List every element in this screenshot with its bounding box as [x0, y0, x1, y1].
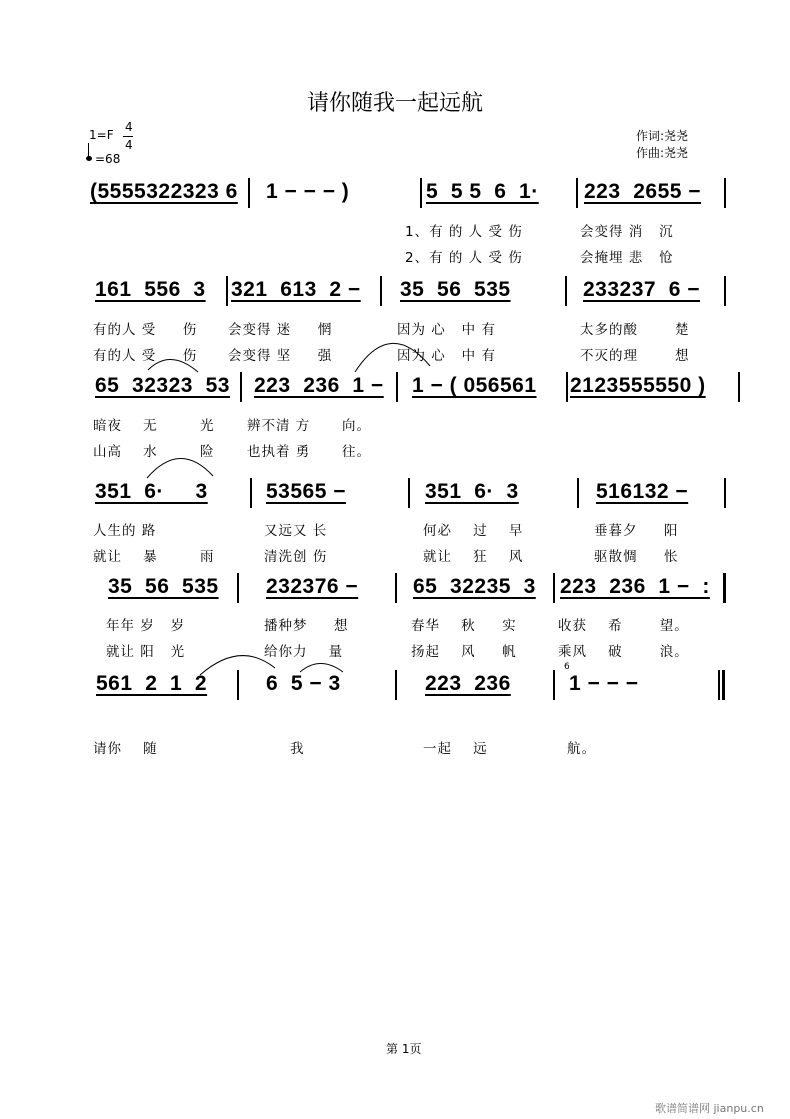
measure: 321 613 2 − — [231, 278, 361, 301]
lyric: 请你 随 — [93, 741, 158, 757]
key-signature: 1=F — [89, 128, 114, 142]
measure: 223 2655 − — [584, 180, 702, 203]
lyric-verse-2: 乘风 破 浪。 — [558, 644, 689, 660]
lyric: 我 — [290, 741, 305, 757]
slur — [355, 343, 430, 372]
measure: 233237 6 − — [583, 278, 701, 301]
slur — [148, 359, 198, 372]
measure: 351 6· 3 — [425, 480, 519, 503]
measure: 2123555550 ) — [570, 374, 706, 397]
lyric-verse-2: 2、有 的 人 受 伤 — [405, 250, 523, 266]
lyricist: 作词:尧尧 — [636, 129, 689, 143]
lyric-verse-2: 就让 阳 光 — [106, 644, 186, 660]
lyric-verse-2: 就让 暴 雨 — [93, 549, 215, 565]
page-number: 第 1页 — [386, 1042, 422, 1056]
lyric-verse-1: 何必 过 早 — [423, 523, 524, 539]
lyric: 一起 远 — [423, 741, 488, 757]
slur — [147, 458, 213, 478]
composer: 作曲:尧尧 — [636, 146, 689, 160]
measure: 223 236 1 − : — [560, 575, 710, 598]
measure: 223 236 — [425, 672, 511, 695]
tempo: =68 — [95, 152, 121, 166]
lyric-verse-1: 因为 心 中 有 — [397, 322, 496, 338]
lyric-verse-1: 有的人 受 伤 — [93, 322, 198, 338]
measure: 6 5 − 3 — [266, 672, 341, 695]
lyric-verse-1: 1、有 的 人 受 伤 — [405, 224, 523, 240]
measure: 1 − ( 056561 — [412, 374, 537, 397]
slur — [200, 656, 275, 675]
lyric-verse-1: 会变得 迷 惘 — [228, 322, 333, 338]
measure: 1 − − − ) — [266, 180, 350, 203]
measure: 516132 − — [596, 480, 689, 503]
lyric-verse-2: 因为 心 中 有 — [397, 348, 496, 364]
lyric-verse-1: 春华 秋 实 — [411, 618, 517, 634]
lyric-verse-1: 垂暮夕 阳 — [594, 523, 679, 539]
lyric-verse-1: 收获 希 望。 — [558, 618, 689, 634]
lyric-verse-2: 山高 水 险 — [93, 444, 215, 460]
measure: 65 32235 3 — [413, 575, 536, 598]
lyric-verse-2: 给你力 量 — [264, 644, 344, 660]
lyric-verse-2: 清洗创 伤 — [264, 549, 328, 565]
grace-note: 6 — [564, 662, 570, 672]
measure: (5555322323 6 — [90, 180, 238, 203]
lyric-verse-1: 太多的酸 楚 — [580, 322, 690, 338]
lyric-verse-2: 会掩埋 悲 怆 — [580, 250, 674, 266]
time-signature-top: 4 — [125, 120, 133, 134]
lyric-verse-1: 暗夜 无 光 — [93, 418, 215, 434]
song-title: 请你随我一起远航 — [306, 91, 483, 116]
measure: 351 6· 3 — [95, 480, 208, 503]
lyric-verse-1: 会变得 消 沉 — [580, 224, 674, 240]
measure: 161 556 3 — [95, 278, 206, 301]
lyric-verse-1: 播种梦 想 — [264, 618, 349, 634]
lyric-verse-2: 驱散惆 怅 — [594, 549, 679, 565]
measure: 53565 − — [266, 480, 346, 503]
measure: 1 − − − — [569, 672, 639, 695]
lyric-verse-2: 有的人 受 伤 — [93, 348, 198, 364]
time-signature-bottom: 4 — [125, 138, 133, 152]
lyric-verse-2: 扬起 风 帆 — [411, 644, 517, 660]
lyric-verse-2: 也执着 勇 往。 — [247, 444, 372, 460]
measure: 561 2 1 2 — [96, 672, 208, 695]
measure: 35 56 535 — [400, 278, 511, 301]
lyric-verse-1: 年年 岁 岁 — [106, 618, 186, 634]
watermark: 歌谱简谱网 jianpu.cn — [655, 1102, 764, 1115]
measure: 223 236 1 − — [254, 374, 384, 397]
lyric-verse-1: 又远又 长 — [264, 523, 328, 539]
lyric-verse-2: 不灭的理 想 — [580, 348, 690, 364]
slur — [300, 664, 343, 673]
lyric-verse-2: 就让 狂 风 — [423, 549, 524, 565]
lyric-verse-1: 人生的 路 — [93, 523, 157, 539]
lyric-verse-1: 辨不清 方 向。 — [247, 418, 372, 434]
lyric: 航。 — [567, 741, 596, 757]
measure: 35 56 535 — [108, 575, 219, 598]
measure: 232376 − — [266, 575, 359, 598]
lyric-verse-2: 会变得 坚 强 — [228, 348, 333, 364]
measure: 5 5 5 6 1· — [426, 180, 539, 203]
measure: 65 32323 53 — [95, 374, 230, 397]
